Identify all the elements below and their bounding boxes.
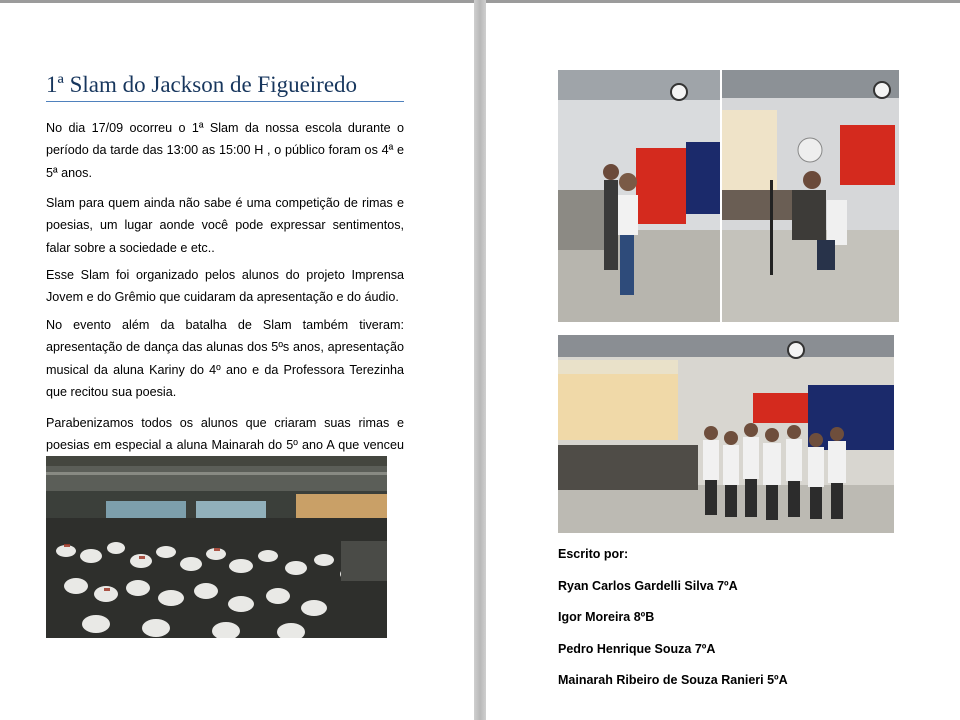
authors-heading: Escrito por: [558,547,629,561]
author-name: Igor Moreira 8ºB [558,610,655,624]
article-paragraph-2: Slam para quem ainda não sabe é uma competição de rimas e poesias, um lugar aonde você pode expressar sentimentos, falar sobre a sociedade e etc.. [46,196,404,255]
performer-photo [558,70,720,322]
article-title: 1ª Slam do Jackson de Figueiredo [46,72,404,102]
author-name: Pedro Henrique Souza 7ºA [558,642,716,656]
article-paragraph-5: Parabenizamos todos os alunos que criaram suas rimas e poesias em especial a aluna Mainarah do 5º ano A que venceu [46,416,404,453]
audience-photo [46,456,387,638]
dance-performance-photo [558,335,894,533]
musician-photo [722,70,899,322]
article-paragraph-1: No dia 17/09 ocorreu o 1ª Slam da nossa escola durante o período da tarde das 13:00 as 15:00 H , o público foram os 4ª e 5ª anos. [46,121,404,180]
article-paragraph-4: No evento além da batalha de Slam também tiveram: apresentação de dança das alunas dos 5ºs anos, apresentação musical da aluna Kariny do 4º ano e da Professora Terezinha que recitou sua poesia. [46,318,404,400]
author-name: Ryan Carlos Gardelli Silva 7ºA [558,579,738,593]
author-name: Mainarah Ribeiro de Souza Ranieri 5ºA [558,673,788,687]
article-paragraph-3: Esse Slam foi organizado pelos alunos do projeto Imprensa Jovem e do Grêmio que cuidaram da apresentação e do áudio. [46,268,404,305]
page-gutter [474,0,486,720]
